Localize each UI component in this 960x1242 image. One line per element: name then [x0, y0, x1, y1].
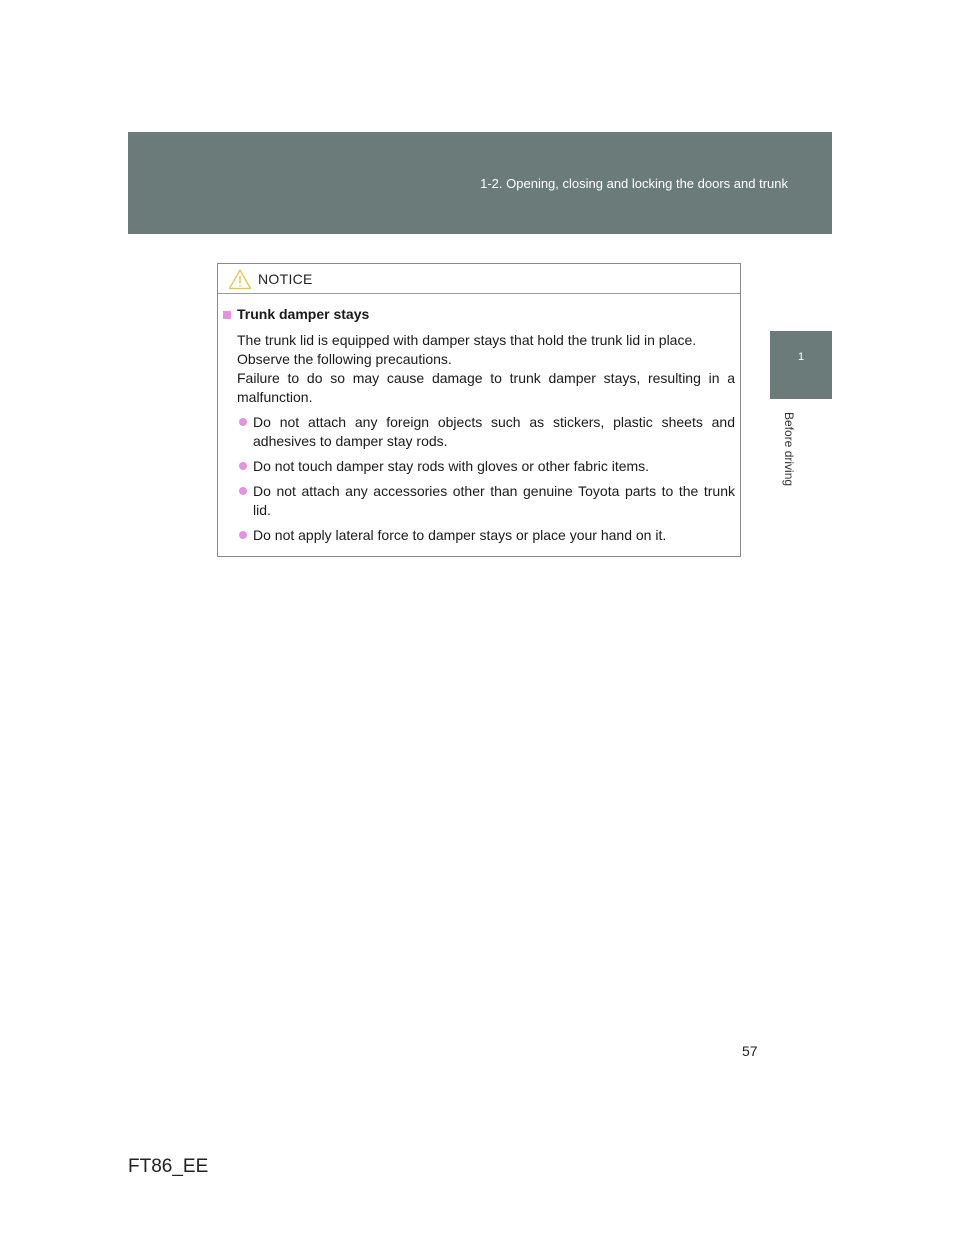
precaution-list	[223, 413, 735, 545]
round-bullet-icon	[239, 462, 247, 470]
warning-triangle-icon	[228, 268, 252, 290]
header-band	[128, 132, 832, 234]
round-bullet-icon	[239, 418, 247, 426]
section-title: 1-2. Opening, closing and locking the doors and trunk	[480, 176, 788, 191]
precaution-text: Do not attach any foreign objects such as stickers, plastic sheets and adhesives to damper stay rods.	[253, 414, 735, 449]
section-heading	[223, 305, 735, 324]
precaution-text: Do not apply lateral force to damper stays or place your hand on it.	[253, 527, 667, 543]
square-bullet-icon	[223, 311, 231, 319]
chapter-label: Before driving	[782, 412, 796, 487]
precaution-text: Do not attach any accessories other than genuine Toyota parts to the trunk lid.	[253, 483, 735, 518]
notice-title: NOTICE	[258, 271, 313, 287]
intro-line: The trunk lid is equipped with damper stays that hold the trunk lid in place.	[237, 332, 697, 348]
intro-line: Failure to do so may cause damage to trunk damper stays, resulting in a malfunction.	[237, 370, 735, 405]
round-bullet-icon	[239, 531, 247, 539]
intro-line: Observe the following precautions.	[237, 351, 452, 367]
round-bullet-icon	[239, 487, 247, 495]
precaution-item	[223, 526, 735, 545]
intro-paragraph	[237, 331, 735, 407]
section-heading-text: Trunk damper stays	[237, 306, 370, 322]
document-code: FT86_EE	[128, 1156, 209, 1177]
precaution-item	[223, 482, 735, 520]
chapter-number: 1	[797, 351, 805, 363]
precaution-item	[223, 413, 735, 451]
precaution-item	[223, 457, 735, 476]
notice-header	[218, 264, 740, 294]
precaution-text: Do not touch damper stay rods with gloves or other fabric items.	[253, 458, 650, 474]
notice-body	[218, 294, 740, 551]
page-number: 57	[742, 1043, 758, 1059]
chapter-tab	[770, 331, 832, 399]
notice-box	[217, 263, 741, 557]
